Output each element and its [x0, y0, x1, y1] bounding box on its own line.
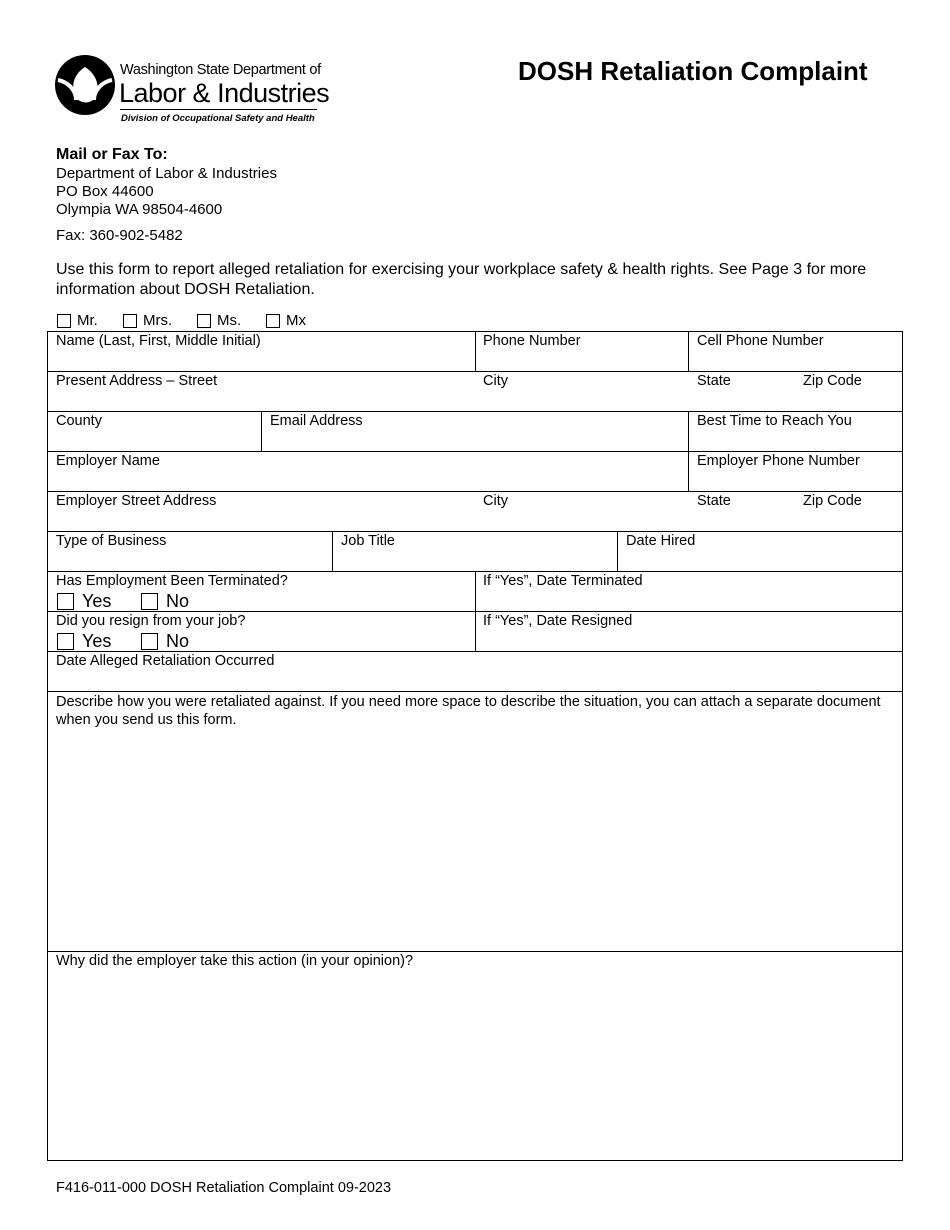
- checkbox[interactable]: [57, 314, 71, 328]
- job-title-field[interactable]: Job Title: [341, 533, 395, 549]
- mail-line-2: PO Box 44600: [56, 183, 154, 200]
- form-footer: F416-011-000 DOSH Retaliation Complaint 09-2023: [56, 1180, 392, 1196]
- checkbox[interactable]: [57, 633, 74, 650]
- mail-line-1: Department of Labor & Industries: [56, 165, 277, 182]
- mail-line-3: Olympia WA 98504-4600: [56, 201, 223, 218]
- employer-phone-field[interactable]: Employer Phone Number: [697, 453, 860, 469]
- resign-no-option[interactable]: No: [141, 631, 203, 652]
- terminated-question: Has Employment Been Terminated?: [56, 573, 288, 589]
- terminated-yes-option[interactable]: Yes: [57, 591, 125, 612]
- checkbox[interactable]: [266, 314, 280, 328]
- present-address-field[interactable]: Present Address – Street: [56, 373, 218, 389]
- intro-text: Use this form to report alleged retaliation for exercising your workplace safety & health rights. See Page 3 for more information about DOSH Retaliation.: [56, 261, 867, 298]
- county-field[interactable]: County: [56, 413, 102, 429]
- name-field[interactable]: Name (Last, First, Middle Initial): [56, 333, 261, 349]
- resign-question: Did you resign from your job?: [56, 613, 246, 629]
- terminated-no-option[interactable]: No: [141, 591, 203, 612]
- salutation-ms[interactable]: Ms.: [197, 312, 241, 329]
- lni-logo-icon: [54, 54, 116, 116]
- employer-zip-field[interactable]: Zip Code: [803, 493, 862, 509]
- employer-street-field[interactable]: Employer Street Address: [56, 493, 217, 509]
- complaint-form-grid: [47, 331, 903, 1161]
- employer-name-field[interactable]: Employer Name: [56, 453, 160, 469]
- checkbox[interactable]: [123, 314, 137, 328]
- checkbox[interactable]: [57, 593, 74, 610]
- date-resigned-field[interactable]: If “Yes”, Date Resigned: [483, 613, 633, 629]
- date-retaliation-field[interactable]: Date Alleged Retaliation Occurred: [56, 653, 275, 669]
- salutation-mr[interactable]: Mr.: [57, 312, 98, 329]
- employer-reason-field[interactable]: Why did the employer take this action (in your opinion)?: [56, 953, 414, 969]
- agency-line-3: Division of Occupational Safety and Health: [121, 113, 315, 124]
- salutation-mx[interactable]: Mx: [266, 312, 306, 329]
- phone-field[interactable]: Phone Number: [483, 333, 581, 349]
- mail-heading: Mail or Fax To:: [56, 146, 168, 163]
- checkbox[interactable]: [141, 593, 158, 610]
- employer-city-field[interactable]: City: [483, 493, 508, 509]
- employer-state-field[interactable]: State: [697, 493, 731, 509]
- salutation-mrs[interactable]: Mrs.: [123, 312, 172, 329]
- page-title: DOSH Retaliation Complaint: [518, 56, 868, 86]
- checkbox[interactable]: [197, 314, 211, 328]
- agency-line-1: Washington State Department of: [120, 62, 321, 78]
- best-time-field[interactable]: Best Time to Reach You: [697, 413, 852, 429]
- cell-phone-field[interactable]: Cell Phone Number: [697, 333, 824, 349]
- resign-yes-option[interactable]: Yes: [57, 631, 125, 652]
- city-field[interactable]: City: [483, 373, 508, 389]
- agency-line-2: Labor & Industries: [119, 78, 330, 108]
- date-terminated-field[interactable]: If “Yes”, Date Terminated: [483, 573, 643, 589]
- type-of-business-field[interactable]: Type of Business: [56, 533, 167, 549]
- email-field[interactable]: Email Address: [270, 413, 363, 429]
- fax-number: Fax: 360-902-5482: [56, 227, 183, 244]
- checkbox[interactable]: [141, 633, 158, 650]
- date-hired-field[interactable]: Date Hired: [626, 533, 696, 549]
- logo-divider: [120, 109, 317, 110]
- zip-field[interactable]: Zip Code: [803, 373, 862, 389]
- state-field[interactable]: State: [697, 373, 731, 389]
- describe-retaliation-field[interactable]: Describe how you were retaliated against. If you need more space to describe the situation, you can attach a separate document when you send us this form.: [56, 694, 881, 728]
